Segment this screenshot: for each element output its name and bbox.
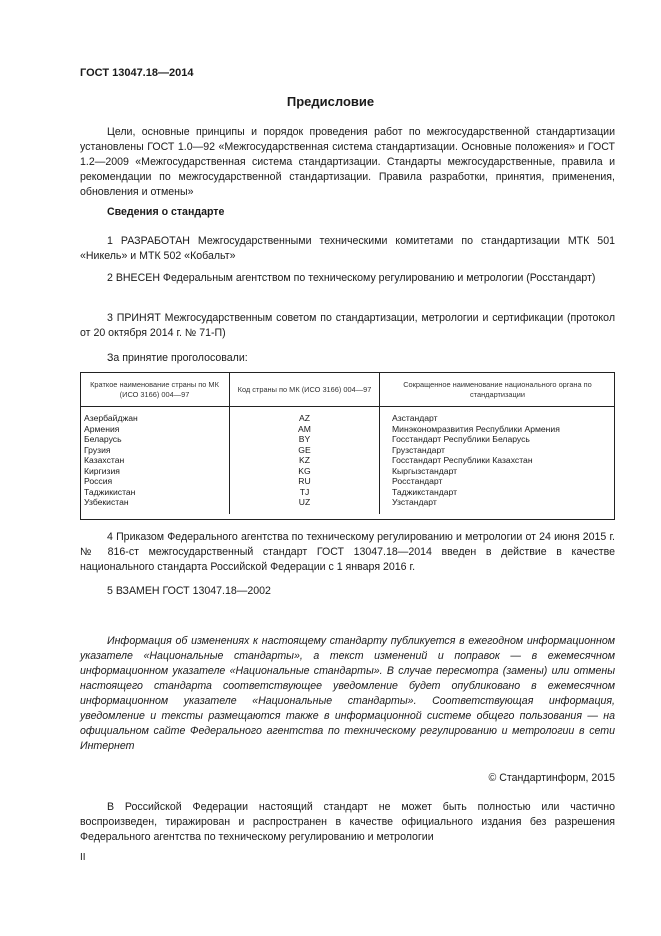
cell-country: Беларусь [84,434,122,444]
table-row [80,434,615,445]
cell-country: Россия [84,476,113,486]
cell-code: AM [230,424,380,435]
cell-country: Узбекистан [84,497,129,507]
cell-body: Узстандарт [392,497,437,507]
copyright: © Стандартинформ, 2015 [488,772,615,784]
item-introduced [80,271,615,286]
voted-label: За принятие проголосовали: [107,352,248,364]
header-code: Код страны по МК (ИСО 3166) 004—97 [230,372,380,407]
page-title: Предисловие [286,94,375,109]
reproduction-notice-text: В Российской Федерации настоящий стандарт не может быть полностью или частично воспроизведен, тиражирован и распространен в качестве официального издания без разрешения Федерального агентства по техническому регулированию и метрологии [80,801,615,843]
table-row [80,466,615,477]
intro-text: Цели, основные принципы и порядок проведения работ по межгосударственной стандартизации установлены ГОСТ 1.0—92 «Межгосударственная система стандартизации. Основные положения» и ГОСТ 1.2—2009 «Межгосударственная система стандартизации. Стандарты межгосударственные, правила и рекомендации по межгосударственной стандартизации. Правила разработки, принятия, применения, обновления и отмены» [80,126,615,198]
intro-paragraph [80,125,615,200]
cell-body: Минэкономразвития Республики Армения [392,423,560,434]
cell-body: Таджикстандарт [392,486,458,497]
cell-body: Госстандарт Республики Казахстан [392,455,533,465]
cell-code: RU [230,476,380,487]
cell-country: Киргизия [84,465,120,476]
item-developed [80,234,615,264]
cell-country: Грузия [84,444,111,455]
page-number: II [80,852,86,863]
cell-body: Кыргызстандарт [392,465,458,476]
item-adopted [80,311,615,341]
table-row [80,476,615,487]
amendments-notice-text: Информация об изменениях к настоящему стандарту публикуется в ежегодном информационном указателе «Национальные стандарты», а текст изменений и поправок — в ежемесячном информационном указателе «Национальные стандарты». В случае пересмотра (замены) или отмены настоящего стандарта соответствующее уведомление будет опубликовано в ежемесячном информационном указателе «Национальные стандарты». Соответствующая информация, уведомление и тексты размещаются также в информационной системе общего пользования — на официальном сайте Федерального агентства по техническому регулированию и метрологии в сети Интернет [80,635,615,752]
cell-country: Таджикистан [84,486,136,497]
cell-code: GE [230,445,380,456]
cell-code: BY [230,434,380,445]
table-row [80,445,615,456]
table-header-row [80,372,615,407]
item-replaces-text: 5 ВЗАМЕН ГОСТ 13047.18—2002 [107,585,271,597]
cell-body: Азстандарт [392,413,438,423]
header-body: Сокращенное наименование национального органа по стандартизации [380,372,616,407]
cell-body: Грузстандарт [392,444,445,455]
table-row [80,497,615,514]
cell-country: Азербайджан [84,413,138,423]
table-row [80,407,615,424]
cell-body: Госстандарт Республики Беларусь [392,434,530,444]
info-heading: Сведения о стандарте [107,206,225,218]
item-replaces [80,584,615,599]
cell-code: AZ [230,407,380,424]
reproduction-notice [80,800,615,845]
cell-country: Армения [84,423,120,434]
item-adopted-text: 3 ПРИНЯТ Межгосударственным советом по стандартизации, метрологии и сертификации (протокол от 20 октября 2014 г. № 71-П) [80,312,615,339]
voting-table [80,372,615,514]
cell-body: Росстандарт [392,476,443,486]
table-row [80,424,615,435]
item-enacted-text: 4 Приказом Федерального агентства по техническому регулированию и метрологии от 24 июня 2015 г. № 816-ст межгосударственный стандарт ГОСТ 13047.18—2014 введен в действие в качестве национального стандарта Российской Федерации с 1 января 2016 г. [80,531,615,573]
table-row [80,487,615,498]
item-developed-text: 1 РАЗРАБОТАН Межгосударственными техническими комитетами по стандартизации МТК 501 «Никель» и МТК 502 «Кобальт» [80,235,615,262]
standard-code-header: ГОСТ 13047.18—2014 [80,67,194,79]
cell-code: KZ [230,455,380,466]
table-row [80,455,615,466]
cell-code: UZ [230,497,380,514]
header-country: Краткое наименование страны по МК (ИСО 3166) 004—97 [80,372,230,407]
cell-code: KG [230,466,380,477]
item-introduced-text: 2 ВНЕСЕН Федеральным агентством по техническому регулированию и метрологии (Росстандарт) [107,272,596,284]
amendments-notice [80,634,615,754]
item-enacted [80,530,615,575]
cell-country: Казахстан [84,455,125,465]
cell-code: TJ [230,487,380,498]
